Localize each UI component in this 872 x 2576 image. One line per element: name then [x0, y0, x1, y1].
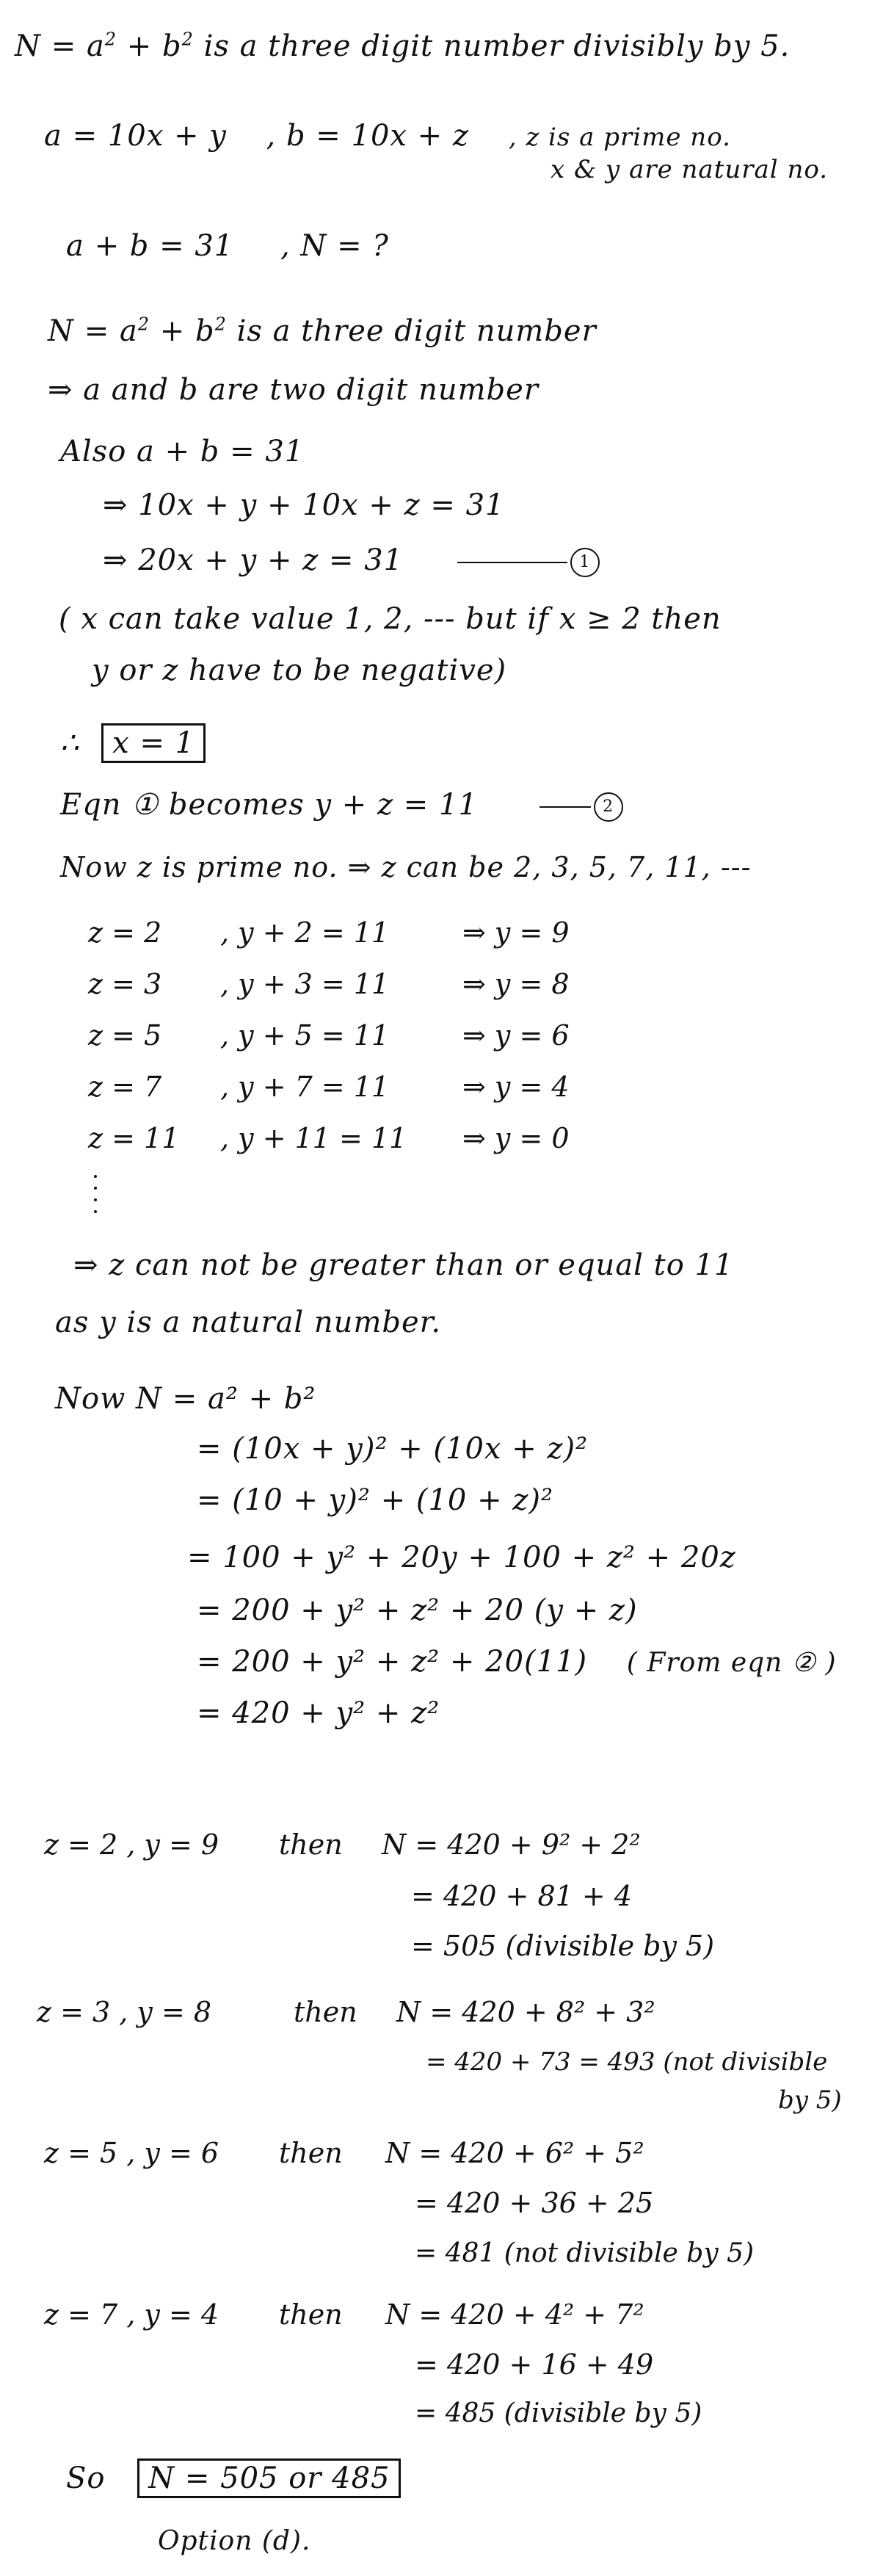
therefore-symbol: ∴	[60, 726, 80, 760]
note-line: y or z have to be negative)	[92, 654, 507, 687]
problem-natural-line: x & y are natural no.	[551, 155, 829, 184]
case-calc: = 420 + 16 + 49	[415, 2348, 654, 2381]
expansion-line: = (10x + y)² + (10x + z)²	[197, 1432, 589, 1466]
boxed-answer: N = 505 or 485	[137, 2459, 401, 2498]
case-z: z = 2	[88, 916, 162, 949]
case-eq: , y + 5 = 11	[220, 1019, 390, 1052]
case-result: ⇒ y = 0	[462, 1122, 570, 1154]
case-calc: N = 420 + 4² + 7²	[385, 2298, 644, 2331]
equation-2-line	[60, 788, 623, 822]
case-calc: = 420 + 81 + 4	[411, 1880, 632, 1912]
case-result: ⇒ y = 8	[462, 968, 570, 1000]
case-calc: N = 420 + 8² + 3²	[396, 1996, 655, 2028]
then-word: then	[279, 2137, 343, 2169]
problem-desc-text: is a three digit number divisibly by 5.	[193, 29, 791, 63]
leader-line	[539, 806, 591, 808]
given-sum: a + b = 31	[66, 229, 234, 263]
note-line: ( x can take value 1, 2, --- but if x ≥ 2 then	[59, 602, 722, 636]
case-condition: z = 3 , y = 8	[37, 1996, 212, 2028]
expansion-line: = 200 + y² + z² + 20 (y + z)	[197, 1593, 638, 1627]
vertical-dots	[94, 1175, 97, 1213]
given-question: , N = ?	[280, 229, 389, 263]
then-word: then	[279, 1828, 343, 1861]
case-condition: z = 5 , y = 6	[44, 2137, 219, 2169]
expansion-line: = (10 + y)² + (10 + z)²	[197, 1483, 554, 1517]
case-calc: = 505 (divisible by 5)	[411, 1930, 715, 1962]
then-word: then	[279, 2298, 343, 2331]
expansion-line: = 420 + y² + z²	[197, 1696, 440, 1730]
case-eq: , y + 11 = 11	[220, 1122, 407, 1154]
solution-line: ⇒ 10x + y + 10x + z = 31	[103, 488, 505, 522]
solution-line: ⇒ a and b are two digit number	[48, 373, 539, 407]
def-a: a = 10x + y	[44, 119, 227, 153]
exponent: 2	[137, 314, 150, 335]
case-calc: = 481 (not divisible by 5)	[415, 2238, 755, 2268]
boxed-x-value: x = 1	[101, 723, 206, 763]
case-result: ⇒ y = 6	[462, 1019, 570, 1052]
eq-text: is a three digit number	[226, 314, 597, 348]
expansion-line	[197, 1645, 837, 1679]
problem-b-text: + b	[117, 29, 182, 63]
equation-1-line	[103, 543, 600, 577]
solution-line: Now z is prime no. ⇒ z can be 2, 3, 5, 7, 11, ---	[60, 851, 752, 883]
eq-text: N = a	[48, 314, 138, 348]
eq-text: ⇒ 20x + y + z = 31	[103, 543, 404, 577]
option-line: Option (d).	[158, 2526, 311, 2556]
so-word: So	[66, 2461, 106, 2495]
then-word: then	[294, 1996, 357, 2028]
expansion-line: = 100 + y² + 20y + 100 + z² + 20z	[187, 1541, 736, 1574]
eq-text: Eqn ① becomes y + z = 11	[60, 788, 478, 822]
eq-text: = 200 + y² + z² + 20(11)	[197, 1645, 588, 1679]
case-condition: z = 2 , y = 9	[44, 1828, 219, 1861]
case-eq: , y + 3 = 11	[220, 968, 390, 1000]
eqn-reference: ( From eqn ② )	[626, 1648, 837, 1678]
case-z: z = 5	[88, 1019, 162, 1052]
case-eq: , y + 2 = 11	[220, 916, 390, 949]
case-result: ⇒ y = 9	[462, 916, 570, 949]
case-eq: , y + 7 = 11	[220, 1071, 390, 1103]
problem-given-line	[66, 229, 389, 263]
leader-line	[457, 562, 567, 563]
problem-definitions-line	[44, 119, 731, 153]
case-calc: = 420 + 73 = 493 (not divisible	[426, 2047, 828, 2077]
problem-n-text: N = a	[15, 29, 105, 63]
case-calc: N = 420 + 9² + 2²	[382, 1828, 641, 1861]
solution-line: Also a + b = 31	[60, 435, 305, 468]
def-b: , b = 10x + z	[266, 119, 469, 153]
exponent: 2	[214, 314, 227, 335]
eq-text: + b	[150, 314, 215, 348]
case-result: ⇒ y = 4	[462, 1071, 570, 1103]
equation-number-circle: 1	[570, 548, 600, 577]
conclusion-line: ⇒ z can not be greater than or equal to 11	[73, 1248, 734, 1282]
case-calc: = 485 (divisible by 5)	[415, 2398, 702, 2428]
case-z: z = 3	[88, 968, 162, 1000]
exponent: 2	[104, 29, 117, 50]
equation-number-circle: 2	[594, 792, 623, 822]
case-z: z = 11	[88, 1122, 180, 1154]
case-calc: by 5)	[778, 2085, 842, 2115]
expansion-start: Now N = a² + b²	[55, 1382, 316, 1416]
solution-line	[48, 314, 597, 348]
def-z: , z is a prime no.	[508, 123, 731, 152]
final-answer-line	[66, 2459, 401, 2498]
case-condition: z = 7 , y = 4	[44, 2298, 219, 2331]
conclusion-line: as y is a natural number.	[55, 1306, 442, 1339]
exponent: 2	[181, 29, 194, 50]
case-z: z = 7	[88, 1071, 162, 1103]
case-calc: N = 420 + 6² + 5²	[385, 2137, 644, 2169]
case-calc: = 420 + 36 + 25	[415, 2187, 654, 2219]
therefore-line	[60, 723, 206, 763]
problem-statement-line	[15, 29, 790, 63]
